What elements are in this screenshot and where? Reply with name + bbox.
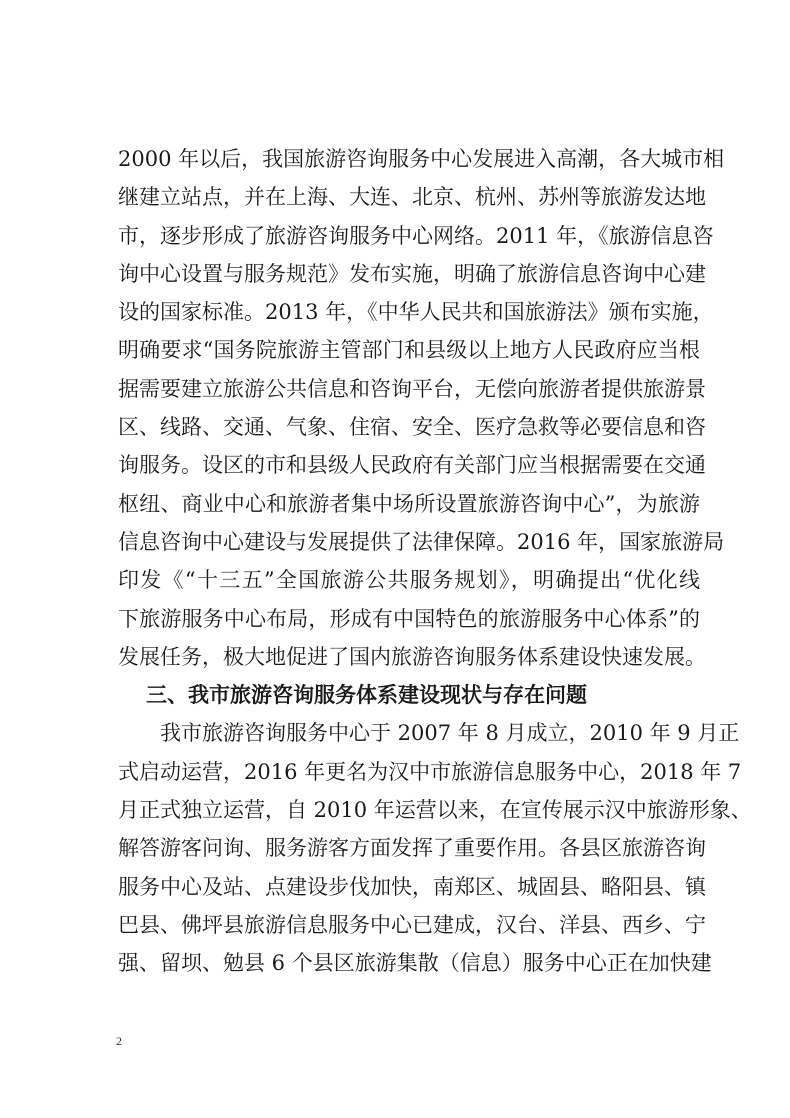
text-line: 询服务。设区的市和县级人民政府有关部门应当根据需要在交通 xyxy=(118,453,706,478)
text-line: 发展任务，极大地促进了国内旅游咨询服务体系建设快速发展。 xyxy=(118,644,706,669)
text-line: 继建立站点，并在上海、大连、北京、杭州、苏州等旅游发达地 xyxy=(118,185,706,210)
page-number: 2 xyxy=(116,1034,122,1048)
text-line: 月正式独立运营，自 2010 年运营以来，在宣传展示汉中旅游形象、 xyxy=(118,798,752,823)
text-line: 解答游客问询、服务游客方面发挥了重要作用。各县区旅游咨询 xyxy=(118,836,706,861)
paragraph-current-status xyxy=(118,714,752,982)
text-line: 询中心设置与服务规范》发布实施，明确了旅游信息咨询中心建 xyxy=(118,261,706,286)
text-line: 印发《“十三五”全国旅游公共服务规划》，明确提出“优化线 xyxy=(118,568,700,593)
text-line: 市，逐步形成了旅游咨询服务中心网络。2011 年，《旅游信息咨 xyxy=(118,223,714,248)
text-line: 据需要建立旅游公共信息和咨询平台，无偿向旅游者提供旅游景 xyxy=(118,376,706,401)
text-line: 明确要求“国务院旅游主管部门和县级以上地方人民政府应当根 xyxy=(118,338,700,363)
text-line: 服务中心及站、点建设步伐加快，南郑区、城固县、略阳县、镇 xyxy=(118,874,706,899)
text-line: 信息咨询中心建设与发展提供了法律保障。2016 年，国家旅游局 xyxy=(118,529,725,554)
text-line: 下旅游服务中心布局，形成有中国特色的旅游服务中心体系”的 xyxy=(118,606,700,631)
section-heading: 三、我市旅游咨询服务体系建设现状与存在问题 xyxy=(146,683,587,708)
text-line: 2000 年以后，我国旅游咨询服务中心发展进入高潮，各大城市相 xyxy=(118,147,725,171)
text-line: 强、留坝、勉县 6 个县区旅游集散（信息）服务中心正在加快建 xyxy=(118,951,712,976)
paragraph-history xyxy=(118,140,725,676)
body-text xyxy=(118,140,752,983)
text-line: 设的国家标准。2013 年，《中华人民共和国旅游法》颁布实施， xyxy=(118,300,714,325)
text-line: 巴县、佛坪县旅游信息服务中心已建成，汉台、洋县、西乡、宁 xyxy=(118,912,706,937)
text-line: 我市旅游咨询服务中心于 2007 年 8 月成立，2010 年 9 月正 xyxy=(160,721,740,746)
text-line: 式启动运营，2016 年更名为汉中市旅游信息服务中心，2018 年 7 xyxy=(118,759,742,784)
text-line: 枢纽、商业中心和旅游者集中场所设置旅游咨询中心”，为旅游 xyxy=(118,491,700,516)
text-line: 区、线路、交通、气象、住宿、安全、医疗急救等必要信息和咨 xyxy=(118,415,706,440)
